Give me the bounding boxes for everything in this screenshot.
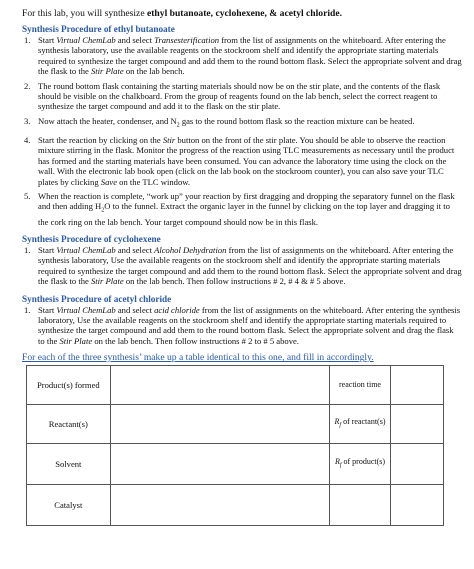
step-text: Start Virtual ChemLab and select acid chloride from the list of assignments on the whiteboard. After entering the synthesis laboratory, Use the available reagents on the stockroom shelf and identify the appropriate starting materials required to synthesize the target compound and add them to the round bottom flask. Select the appropriate solvent and drag the flask to the Stir Plate on the lab bench. Then follow instructions # 2 to # 5 above. xyxy=(38,304,461,346)
answer-cell xyxy=(390,405,443,444)
intro-prefix: For this lab, you will synthesize xyxy=(22,8,147,19)
step-text: Now attach the heater, condenser, and $N_2$ gas to the round bottom flask so the reaction mixture can be heated. xyxy=(38,115,415,129)
intro-paragraph xyxy=(22,8,462,20)
intro-target-compounds: ethyl butanoate, cyclohexene, & acetyl chloride. xyxy=(146,8,343,19)
step-item xyxy=(22,35,462,77)
step-text: Start Virtual ChemLab and select Transesterification from the list of assignments on the whiteboard. After entering the synthesis laboratory, use the available reagents on the stockroom shelf and identify the appropriate starting materials required to synthesize the target compound and add them to the round bottom flask. Select the appropriate solvent and drag the flask to the Stir Plate on the lab bench. xyxy=(38,35,462,77)
answer-cell xyxy=(110,444,330,485)
row-label: Product(s) formed xyxy=(27,366,111,405)
row-label: Reactant(s) xyxy=(27,405,111,444)
step-item xyxy=(22,116,462,131)
step-number: 1. xyxy=(24,244,31,255)
table-row xyxy=(27,405,444,444)
side-label: reaction time xyxy=(330,366,390,405)
table-instructions: For each of the three synthesis’ make up a table identical to this one, and fill in accordingly. xyxy=(22,352,374,364)
section-ethyl-butanoate xyxy=(22,24,462,227)
results-table xyxy=(26,365,444,526)
answer-cell xyxy=(390,444,443,485)
answer-cell xyxy=(110,485,330,526)
answer-cell xyxy=(390,485,443,526)
section-title: Synthesis Procedure of ethyl butanoate xyxy=(22,24,175,34)
step-text: Start the reaction by clicking on the Stir button on the front of the stir plate. You should be able to observe the reaction mixture stirring in the flask. Monitor the progress of the reaction using TLC measurements as necessary until the product has formed and the starting materials have been consumed. You can advance the laboratory time using the clock on the wall. With the electronic lab book open (click on the lab book on the stockroom counter), you can also save your TLC plates by clicking Save on the TLC window. xyxy=(38,134,455,187)
step-list xyxy=(22,245,462,287)
step-list xyxy=(22,35,462,227)
step-number: 1. xyxy=(24,304,31,315)
table-row xyxy=(27,444,444,485)
side-label: $R_f$ of reactant(s) xyxy=(330,405,390,444)
step-text: The round bottom flask containing the starting materials should now be on the stir plate, and the contents of the flask should be visible on the chalkboard. From the group of reagents found on the lab bench, select the correct reagent to synthesize the target compound and add it to the flask on the stir plate. xyxy=(38,80,441,112)
step-number: 1. xyxy=(24,35,31,45)
step-number: 2. xyxy=(24,80,31,91)
step-item xyxy=(22,305,462,347)
answer-cell xyxy=(390,366,443,405)
step-number: 4. xyxy=(24,134,31,145)
side-label: $R_f$ of product(s) xyxy=(330,444,390,485)
step-number: 3. xyxy=(24,115,31,126)
step-item xyxy=(22,191,462,227)
section-acetyl-chloride xyxy=(22,294,462,347)
step-item xyxy=(22,135,462,187)
table-row xyxy=(27,485,444,526)
section-title: Synthesis Procedure of cyclohexene xyxy=(22,233,161,244)
section-cyclohexene xyxy=(22,234,462,287)
step-text: When the reaction is complete, “work up” your reaction by first dragging and dropping the separatory funnel on the flask and then adding $H_2O$ to the funnel. Extract the organic layer in the funnel by clicking on the top layer and dragging it to the cork ring on the lab bench. Your target compound should now be in this flask. xyxy=(38,191,455,227)
side-label xyxy=(330,485,390,526)
answer-cell xyxy=(110,405,330,444)
table-row xyxy=(27,366,444,405)
step-list xyxy=(22,305,462,347)
document-page xyxy=(22,8,462,526)
step-text: Start Virtual ChemLab and select Alcohol Dehydration from the list of assignments on the whiteboard. After entering the synthesis laboratory, Use the available reagents on the stockroom shelf and identify the appropriate starting materials required to synthesize the target compound and add them to the round bottom flask. Select the appropriate solvent and drag the flask to the Stir Plate on the lab bench. Then follow instructions # 2, # 4 & # 5 above. xyxy=(38,244,462,287)
row-label: Catalyst xyxy=(27,485,111,526)
section-title: Synthesis Procedure of acetyl chloride xyxy=(22,293,172,304)
step-item xyxy=(22,81,462,112)
step-item xyxy=(22,245,462,287)
step-number: 5. xyxy=(24,191,31,201)
answer-cell xyxy=(110,366,330,405)
row-label: Solvent xyxy=(27,444,111,485)
